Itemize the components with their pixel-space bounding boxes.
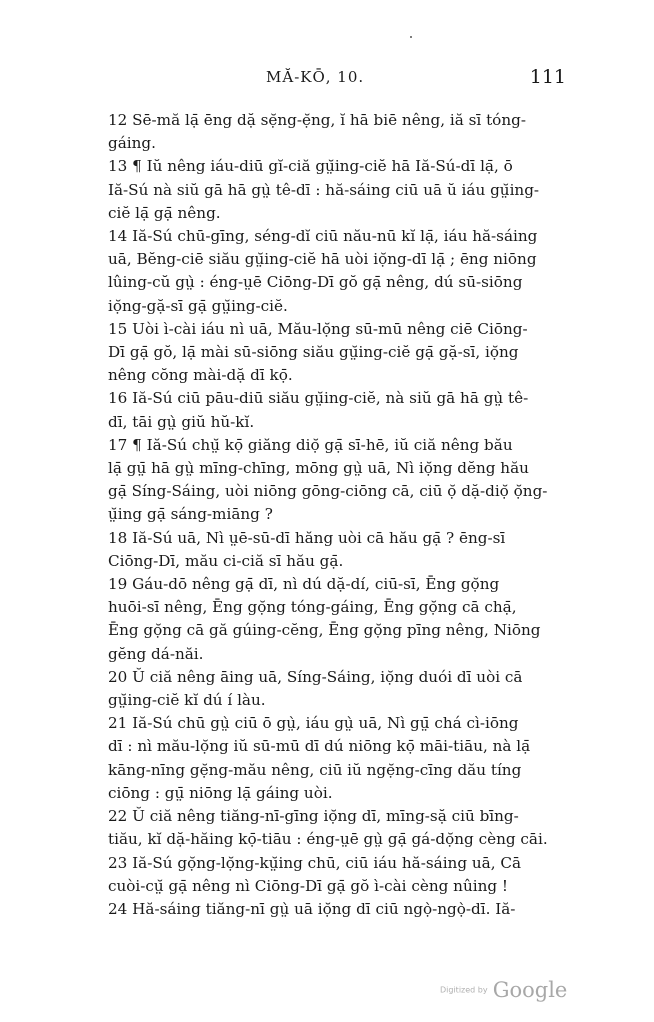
text-line: gáing. — [108, 134, 156, 153]
google-logo: Google — [492, 978, 568, 1002]
text-line: cuòi-cṳ̆ gạ̄ nêng nì Ciōng-Dī gạ̄ gŏ ì-cài cèng nûing ! — [108, 876, 509, 895]
text-line: Dī gạ̄ gŏ, lạ̄ mài sū-siōng siău gṳ̆ing-ciĕ gạ̄ gặ-sī, iọ̆ng — [108, 343, 519, 362]
text-line: 21 Iă-Sú chū gṳ̀ ciū ō gṳ̀, iáu gṳ̀ uā, Nì gṳ̄ chá cì-iōng — [108, 714, 519, 733]
text-line: 19 Gáu-dō nêng gạ̄ dī, nì dú dặ-dí, ciū-sī, Ēng gọ̆ng — [108, 575, 500, 594]
text-line: 17 ¶ Iă-Sú chṳ̆ kọ̄ giăng diọ̆ gạ̄ sī-hē, iŭ ciă nêng bău — [108, 435, 513, 454]
text-line: 12 Sē-mă lạ̄ ēng dặ sẹ̆ng-ẹ̆ng, ĭ hā biē nêng, iă sī tóng- — [108, 111, 526, 129]
text-line: 15 Uòi ì-cài iáu nì uā, Mău-lọ̆ng sū-mū nêng ciē Ciōng- — [108, 319, 528, 338]
text-line: Ciōng-Dī, mău ci-ciă sī hău gạ̄. — [108, 551, 344, 570]
text-line: huōi-sī nêng, Ēng gọ̆ng tóng-gáing, Ēng gọ̆ng cā chạ̄, — [108, 598, 517, 617]
text-line: 16 Iă-Sú ciū pāu-diū siău gṳ̆ing-ciĕ, nà siŭ gā hā gṳ̀ tê- — [108, 389, 529, 408]
text-line: lûing-cŭ gṳ̀ : éng-ṳē Ciōng-Dī gŏ gạ̄ nêng, dú sū-siōng — [108, 273, 523, 292]
text-line: ṳ̆ing gạ̄ sáng-miāng ? — [108, 505, 273, 524]
text-line: 24 Hă-sáing tiăng-nī gṳ̀ uā iọ̆ng dī ciū ngọ̀-ngọ̀-dī. Iă- — [108, 899, 516, 918]
text-line: Iă-Sú nà siŭ gā hā gṳ̀ tê-dī : hă-sáing ciū uā ŭ iáu gṳ̆ing- — [108, 180, 540, 199]
text-line: iọ̆ng-gặ-sī gạ̄ gṳ̆ing-ciĕ. — [108, 296, 288, 315]
text-line: Ēng gọ̆ng cā gă gúing-cĕng, Ēng gọ̆ng pīng nêng, Niōng — [108, 621, 541, 640]
text-line: nêng cŏng mài-dặ dī kọ̄. — [108, 366, 293, 385]
text-line: 20 Ŭ ciă nêng āing uā, Síng-Sáing, iọ̆ng duói dī uòi cā — [108, 667, 523, 686]
text-line: gạ̄ Síng-Sáing, uòi niōng gōng-ciōng cā, ciū ọ̆ dặ-diọ̆ ọ̆ng- — [108, 482, 548, 501]
text-line: uā, Bĕng-ciē siău gṳ̆ing-ciĕ hā uòi iọ̆ng-dī lạ̄ ; ēng niōng — [108, 250, 537, 269]
page-header — [108, 68, 566, 92]
text-line: lạ̄ gṳ̄ hā gṳ̀ mīng-chīng, mōng gṳ̀ uā, Nì iọ̆ng dĕng hău — [108, 459, 529, 478]
text-line: gṳ̆ing-ciĕ kĭ dú í làu. — [108, 691, 266, 710]
text-line: dī, tāi gṳ̀ giŭ hŭ-kĭ. — [108, 412, 255, 431]
text-line: gĕng dá-năi. — [108, 644, 204, 663]
text-line: ciōng : gṳ̄ niōng lạ̄ gáing uòi. — [108, 783, 333, 802]
text-line: kāng-nīng gẹ̆ng-mău nêng, ciū iŭ ngẹ̆ng-cīng dău tíng — [108, 760, 522, 779]
text-line: tiău, kĭ dặ-hăing kọ̄-tiāu : éng-ṳē gṳ̀ gạ̄ gá-dọ̆ng cèng cāi. — [108, 830, 548, 849]
speck-mark — [410, 36, 412, 38]
text-line: 14 Iă-Sú chū-gīng, séng-dĭ ciū nău-nū kĭ lạ̄, iáu hă-sáing — [108, 227, 538, 246]
text-line: 13 ¶ Iŭ nêng iáu-diū gĭ-ciă gṳ̆ing-ciĕ hā Iă-Sú-dī lạ̄, ō — [108, 157, 513, 176]
watermark-prefix: Digitized by — [440, 985, 488, 995]
text-line: ciĕ lạ̄ gạ̄ nêng. — [108, 203, 221, 222]
text-line: 22 Ŭ ciă nêng tiăng-nī-gīng iọ̆ng dī, mīng-sặ ciū bīng- — [108, 807, 519, 826]
body-text — [108, 109, 566, 921]
page-number: 111 — [529, 66, 566, 88]
text-line: 23 Iă-Sú gọ̆ng-lọ̆ng-kṳ̆ing chū, ciū iáu hă-sáing uā, Cā — [108, 853, 522, 872]
digitized-watermark — [440, 978, 567, 1002]
text-line: dī : nì mău-lọ̆ng iŭ sū-mū dī dú niōng kọ̄ māi-tiāu, nà lạ̄ — [108, 737, 531, 756]
text-line: 18 Iă-Sú uā, Nì ṳē-sū-dī hăng uòi cā hău gạ̄ ? ēng-sī — [108, 528, 506, 547]
running-head: MĂ-KŌ, 10. — [266, 68, 365, 86]
